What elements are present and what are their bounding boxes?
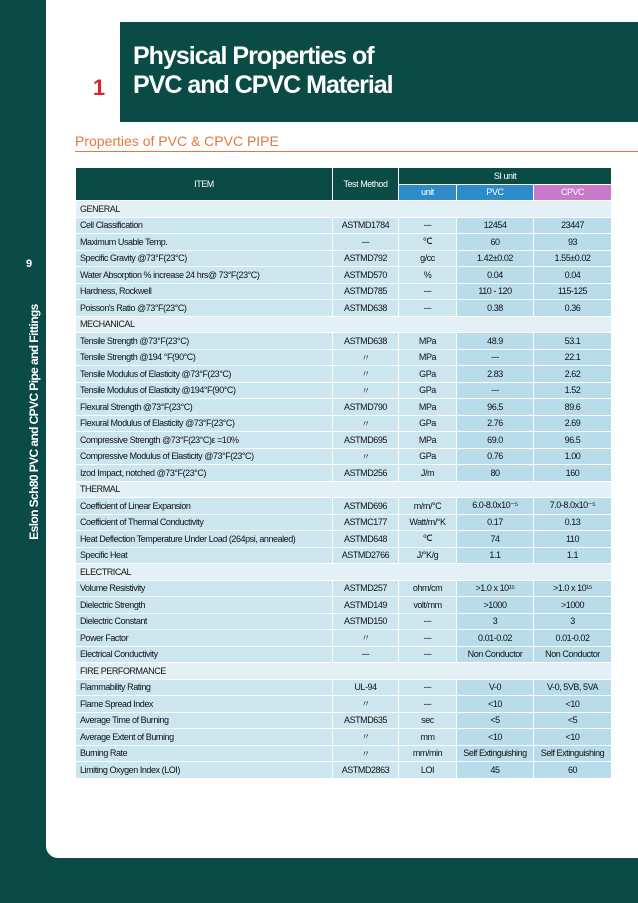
table-body (76, 201, 612, 779)
property-cell: Izod Impact, notched @73°F(23°C) (76, 465, 333, 482)
cpvc-value-cell: 0.04 (534, 267, 612, 284)
property-cell: Tensile Modulus of Elasticity @194°F(90°C) (76, 382, 333, 399)
unit-cell: mm/min (399, 745, 457, 762)
table-row (76, 712, 612, 729)
section-header: GENERAL (76, 201, 612, 218)
pvc-value-cell: 48.9 (457, 333, 534, 350)
pvc-value-cell: 0.76 (457, 448, 534, 465)
section-header-row (76, 316, 612, 333)
unit-cell: % (399, 267, 457, 284)
unit-cell: GPa (399, 366, 457, 383)
unit-cell: g/cc (399, 250, 457, 267)
section-divider (75, 151, 638, 152)
table-row (76, 498, 612, 515)
pvc-value-cell: 12454 (457, 217, 534, 234)
table-row (76, 580, 612, 597)
property-cell: Coefficient of Thermal Conductivity (76, 514, 333, 531)
pvc-value-cell: 96.5 (457, 399, 534, 416)
unit-cell: GPa (399, 448, 457, 465)
table-row (76, 646, 612, 663)
cpvc-value-cell: 53.1 (534, 333, 612, 350)
cpvc-value-cell: V-0, 5VB, 5VA (534, 679, 612, 696)
test-method-cell: ASTMD792 (333, 250, 399, 267)
property-cell: Maximum Usable Temp. (76, 234, 333, 251)
cpvc-value-cell: <10 (534, 729, 612, 746)
unit-cell: ℃ (399, 531, 457, 548)
pvc-value-cell: 1.42±0.02 (457, 250, 534, 267)
header-pvc: PVC (457, 184, 534, 201)
table-row (76, 465, 612, 482)
unit-cell: --- (399, 300, 457, 317)
pvc-value-cell: 1.1 (457, 547, 534, 564)
header-cpvc: CPVC (534, 184, 612, 201)
test-method-cell: 〃 (333, 630, 399, 647)
unit-cell: m/m/°C (399, 498, 457, 515)
section-header-row (76, 663, 612, 680)
test-method-cell: ASTMD790 (333, 399, 399, 416)
cpvc-value-cell: 1.1 (534, 547, 612, 564)
property-cell: Specific Heat (76, 547, 333, 564)
property-cell: Tensile Strength @194 °F(90°C) (76, 349, 333, 366)
property-cell: Coefficient of Linear Expansion (76, 498, 333, 515)
table-row (76, 234, 612, 251)
unit-cell: J/°K/g (399, 547, 457, 564)
test-method-cell: ASTMD638 (333, 300, 399, 317)
page-title (133, 42, 393, 100)
header-si-unit: SI unit (399, 168, 612, 185)
property-cell: Hardness, Rockwell (76, 283, 333, 300)
test-method-cell: ASTMD635 (333, 712, 399, 729)
property-cell: Specific Gravity @73°F(23°C) (76, 250, 333, 267)
property-cell: Power Factor (76, 630, 333, 647)
cpvc-value-cell: Self Extinguishing (534, 745, 612, 762)
table-row (76, 762, 612, 779)
property-cell: Flame Spread Index (76, 696, 333, 713)
header-unit: unit (399, 184, 457, 201)
table-row (76, 597, 612, 614)
pvc-value-cell: 0.04 (457, 267, 534, 284)
property-cell: Average Time of Burning (76, 712, 333, 729)
pvc-value-cell: >1000 (457, 597, 534, 614)
property-cell: Electrical Conductivity (76, 646, 333, 663)
pvc-value-cell: Self Extinguishing (457, 745, 534, 762)
cpvc-value-cell: 23447 (534, 217, 612, 234)
cpvc-value-cell: 0.01-0.02 (534, 630, 612, 647)
table-row (76, 217, 612, 234)
cpvc-value-cell: 22.1 (534, 349, 612, 366)
property-cell: Average Extent of Burning (76, 729, 333, 746)
pvc-value-cell: 0.38 (457, 300, 534, 317)
unit-cell: --- (399, 646, 457, 663)
unit-cell: GPa (399, 415, 457, 432)
table-row (76, 729, 612, 746)
section-header-row (76, 564, 612, 581)
unit-cell: ohm/cm (399, 580, 457, 597)
unit-cell: MPa (399, 349, 457, 366)
pvc-value-cell: --- (457, 349, 534, 366)
cpvc-value-cell: >1000 (534, 597, 612, 614)
test-method-cell: ASTMD150 (333, 613, 399, 630)
cpvc-value-cell: 89.6 (534, 399, 612, 416)
property-cell: Limiting Oxygen Index (LOI) (76, 762, 333, 779)
section-header: FIRE PERFORMANCE (76, 663, 612, 680)
cpvc-value-cell: <10 (534, 696, 612, 713)
pvc-value-cell: 0.17 (457, 514, 534, 531)
unit-cell: volt/mm (399, 597, 457, 614)
table-row (76, 300, 612, 317)
property-cell: Dielectric Constant (76, 613, 333, 630)
property-cell: Tensile Strength @73°F(23°C) (76, 333, 333, 350)
cpvc-value-cell: 0.13 (534, 514, 612, 531)
title-line-1: Physical Properties of (133, 42, 374, 70)
test-method-cell: ASTMD1784 (333, 217, 399, 234)
pvc-value-cell: Non Conductor (457, 646, 534, 663)
property-cell: Dielectric Strength (76, 597, 333, 614)
property-cell: Water Absorption % increase 24 hrs@ 73°F(23°C) (76, 267, 333, 284)
test-method-cell: ASTMD695 (333, 432, 399, 449)
property-cell: Tensile Modulus of Elasticity @73°F(23°C) (76, 366, 333, 383)
cpvc-value-cell: 7.0-8.0x10⁻⁵ (534, 498, 612, 515)
property-cell: Volume Resistivity (76, 580, 333, 597)
unit-cell: --- (399, 679, 457, 696)
test-method-cell: 〃 (333, 745, 399, 762)
section-header-row (76, 481, 612, 498)
test-method-cell: ASTMC177 (333, 514, 399, 531)
pvc-value-cell: 69.0 (457, 432, 534, 449)
table-row (76, 382, 612, 399)
header-test-method: Test Method (333, 168, 399, 201)
side-label: Eslon Sch80 PVC and CPVC Pipe and Fittings (27, 304, 41, 540)
table-row (76, 630, 612, 647)
cpvc-value-cell: >1.0 x 10¹⁵ (534, 580, 612, 597)
pvc-value-cell: --- (457, 382, 534, 399)
section-header: ELECTRICAL (76, 564, 612, 581)
unit-cell: J/m (399, 465, 457, 482)
unit-cell: sec (399, 712, 457, 729)
cpvc-value-cell: 1.55±0.02 (534, 250, 612, 267)
cpvc-value-cell: 160 (534, 465, 612, 482)
pvc-value-cell: 80 (457, 465, 534, 482)
test-method-cell: ASTMD785 (333, 283, 399, 300)
cpvc-value-cell: 115-125 (534, 283, 612, 300)
test-method-cell: ASTMD257 (333, 580, 399, 597)
pvc-value-cell: <5 (457, 712, 534, 729)
test-method-cell: ASTMD696 (333, 498, 399, 515)
property-cell: Compressive Modulus of Elasticity @73°F(23°C) (76, 448, 333, 465)
header-item: ITEM (76, 168, 333, 201)
pvc-value-cell: 0.01-0.02 (457, 630, 534, 647)
test-method-cell: ASTMD2863 (333, 762, 399, 779)
page-number: 9 (26, 258, 33, 270)
section-title: Properties of PVC & CPVC PIPE (75, 133, 279, 149)
property-cell: Flexural Strength @73°F(23°C) (76, 399, 333, 416)
cpvc-value-cell: 96.5 (534, 432, 612, 449)
unit-cell: MPa (399, 333, 457, 350)
cpvc-value-cell: 2.62 (534, 366, 612, 383)
table-row (76, 613, 612, 630)
cpvc-value-cell: 60 (534, 762, 612, 779)
pvc-value-cell: <10 (457, 696, 534, 713)
test-method-cell: ASTMD648 (333, 531, 399, 548)
pvc-value-cell: 110 - 120 (457, 283, 534, 300)
table-row (76, 250, 612, 267)
table-row (76, 531, 612, 548)
pvc-value-cell: 2.76 (457, 415, 534, 432)
table-row (76, 547, 612, 564)
unit-cell: --- (399, 630, 457, 647)
property-cell: Flammability Rating (76, 679, 333, 696)
property-cell: Burning Rate (76, 745, 333, 762)
test-method-cell: 〃 (333, 349, 399, 366)
table-row (76, 696, 612, 713)
pvc-value-cell: 60 (457, 234, 534, 251)
cpvc-value-cell: 1.00 (534, 448, 612, 465)
cpvc-value-cell: 2.69 (534, 415, 612, 432)
unit-cell: LOI (399, 762, 457, 779)
property-cell: Compressive Strength @73°F(23°C)ε =10% (76, 432, 333, 449)
property-cell: Heat Deflection Temperature Under Load (264psi, annealed) (76, 531, 333, 548)
test-method-cell: ASTMD256 (333, 465, 399, 482)
unit-cell: MPa (399, 399, 457, 416)
table-row (76, 432, 612, 449)
test-method-cell: --- (333, 234, 399, 251)
table-row (76, 283, 612, 300)
test-method-cell: --- (333, 646, 399, 663)
pvc-value-cell: 6.0-8.0x10⁻⁵ (457, 498, 534, 515)
table-row (76, 745, 612, 762)
section-header-row (76, 201, 612, 218)
test-method-cell: 〃 (333, 366, 399, 383)
test-method-cell: ASTMD2766 (333, 547, 399, 564)
cpvc-value-cell: <5 (534, 712, 612, 729)
section-header: THERMAL (76, 481, 612, 498)
table-row (76, 349, 612, 366)
cpvc-value-cell: 3 (534, 613, 612, 630)
cpvc-value-cell: Non Conductor (534, 646, 612, 663)
test-method-cell: ASTMD570 (333, 267, 399, 284)
unit-cell: --- (399, 217, 457, 234)
test-method-cell: 〃 (333, 729, 399, 746)
unit-cell: mm (399, 729, 457, 746)
pvc-value-cell: 74 (457, 531, 534, 548)
pvc-value-cell: <10 (457, 729, 534, 746)
unit-cell: --- (399, 613, 457, 630)
pvc-value-cell: 45 (457, 762, 534, 779)
cpvc-value-cell: 93 (534, 234, 612, 251)
properties-table (75, 167, 612, 779)
unit-cell: GPa (399, 382, 457, 399)
table-row (76, 679, 612, 696)
property-cell: Flexural Modulus of Elasticity @73°F(23°C) (76, 415, 333, 432)
unit-cell: MPa (399, 432, 457, 449)
table-row (76, 448, 612, 465)
test-method-cell: 〃 (333, 415, 399, 432)
table-row (76, 366, 612, 383)
section-header: MECHANICAL (76, 316, 612, 333)
pvc-value-cell: 2.83 (457, 366, 534, 383)
property-cell: Cell Classification (76, 217, 333, 234)
table-row (76, 399, 612, 416)
test-method-cell: ASTMD149 (333, 597, 399, 614)
unit-cell: --- (399, 283, 457, 300)
test-method-cell: 〃 (333, 448, 399, 465)
unit-cell: Watt/m/°K (399, 514, 457, 531)
table-row (76, 514, 612, 531)
test-method-cell: 〃 (333, 382, 399, 399)
property-cell: Poisson's Ratio @73°F(23°C) (76, 300, 333, 317)
pvc-value-cell: V-0 (457, 679, 534, 696)
table-row (76, 267, 612, 284)
title-line-2: PVC and CPVC Material (133, 71, 393, 99)
test-method-cell: ASTMD638 (333, 333, 399, 350)
chapter-tab (78, 0, 120, 122)
table-row (76, 333, 612, 350)
pvc-value-cell: >1.0 x 10¹⁵ (457, 580, 534, 597)
test-method-cell: UL-94 (333, 679, 399, 696)
chapter-number: 1 (92, 75, 106, 100)
cpvc-value-cell: 110 (534, 531, 612, 548)
unit-cell: --- (399, 696, 457, 713)
test-method-cell: 〃 (333, 696, 399, 713)
cpvc-value-cell: 0.36 (534, 300, 612, 317)
unit-cell: ℃ (399, 234, 457, 251)
pvc-value-cell: 3 (457, 613, 534, 630)
table-row (76, 415, 612, 432)
cpvc-value-cell: 1.52 (534, 382, 612, 399)
